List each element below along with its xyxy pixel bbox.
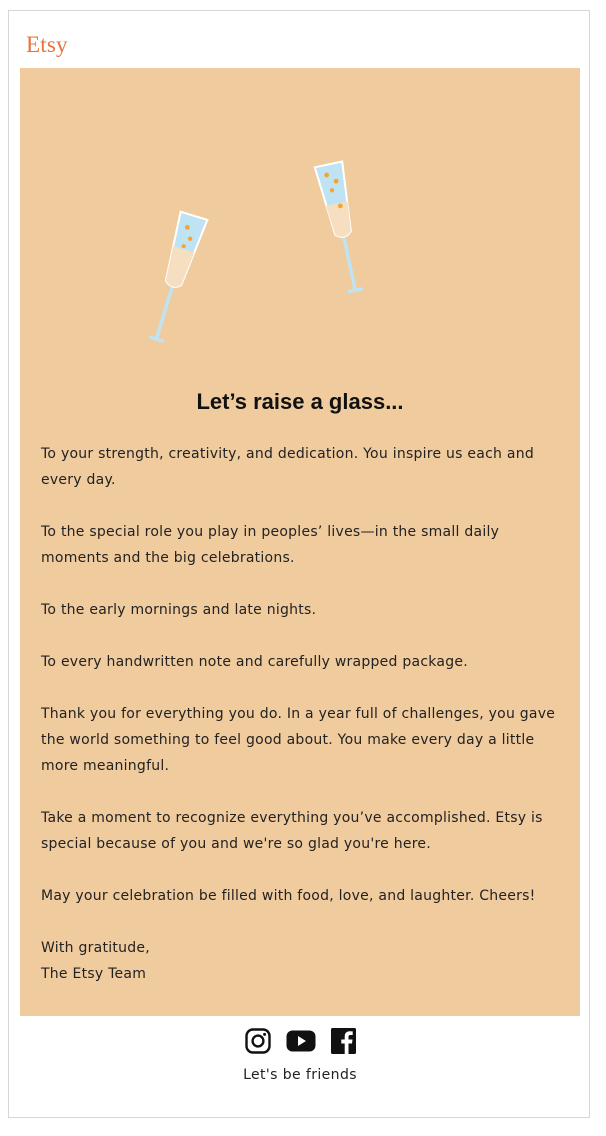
left-champagne-glass [142,212,207,345]
paragraph: To the early mornings and late nights. [41,602,317,618]
champagne-glasses-illustration [20,68,580,368]
facebook-icon [331,1028,356,1054]
paragraph: Take a moment to recognize everything you’ve accomplished. Etsy is special because of you and we're so glad you're here. [41,810,543,852]
facebook-link[interactable] [331,1028,356,1054]
paragraph: May your celebration be filled with food, love, and laughter. Cheers! [41,888,536,904]
right-champagne-glass [315,162,370,295]
message-body [41,441,566,987]
message-card [20,68,580,1016]
youtube-icon [286,1030,316,1052]
signoff-line: With gratitude, [41,940,150,956]
paragraph: To every handwritten note and carefully wrapped package. [41,654,468,670]
etsy-logo[interactable]: Etsy [26,32,68,57]
youtube-link[interactable] [286,1030,316,1052]
paragraph: To the special role you play in peoples’ lives—in the small daily moments and the big celebrations. [41,524,500,566]
paragraph: Thank you for everything you do. In a year full of challenges, you gave the world something to feel good about. You make every day a little more meaningful. [41,706,556,774]
instagram-icon [245,1028,271,1054]
instagram-link[interactable] [245,1028,271,1054]
email-frame [8,10,590,1118]
social-links [9,1027,591,1055]
footer [9,1027,591,1083]
signoff-name: The Etsy Team [41,966,147,982]
headline: Let’s raise a glass... [196,389,404,414]
paragraph: To your strength, creativity, and dedication. You inspire us each and every day. [41,446,534,488]
footer-tagline: Let's be friends [243,1067,357,1083]
